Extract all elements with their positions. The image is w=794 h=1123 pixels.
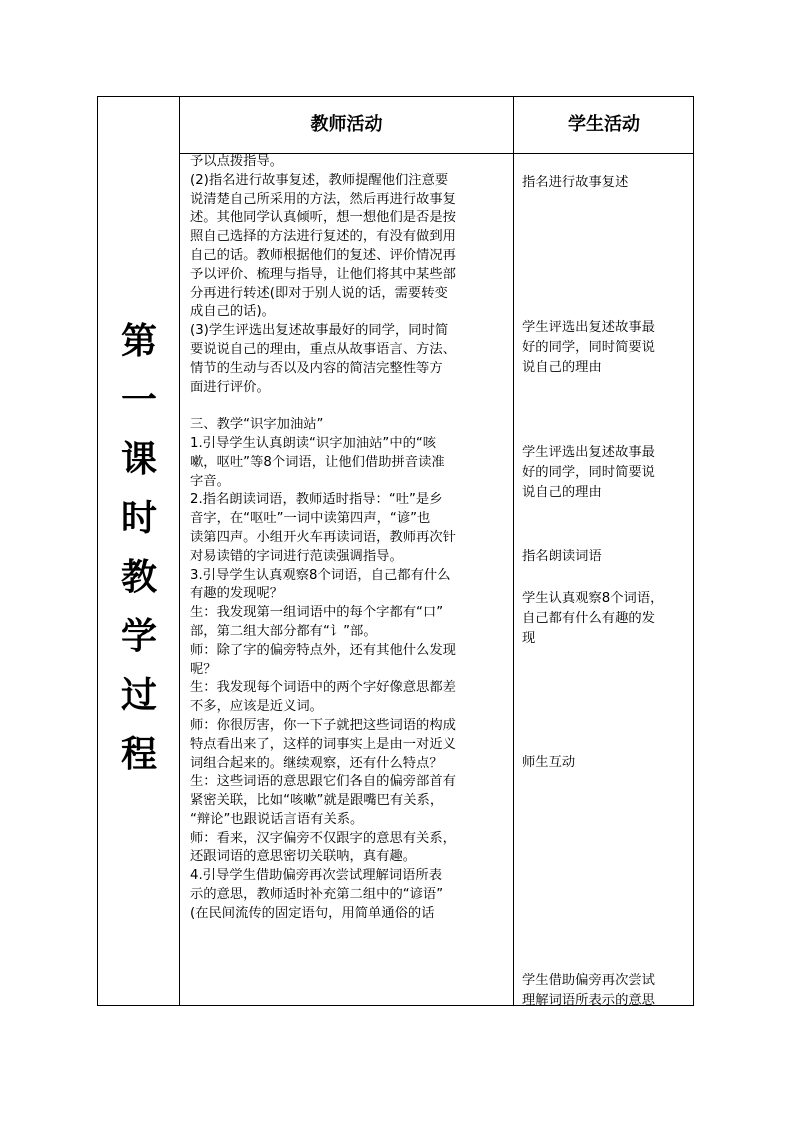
teacher-text-line: 要说说自己的理由，重点从故事语言、方法、 bbox=[190, 341, 456, 357]
student-text-line: 师生互动 bbox=[522, 755, 576, 770]
teacher-text-line: 予以评价、梳理与指导，让他们将其中某些部 bbox=[190, 266, 456, 282]
teacher-text-line: 三、教学“识字加油站” bbox=[190, 417, 324, 433]
teacher-text-line: 对易读错的字词进行范读强调指导。 bbox=[190, 548, 403, 564]
student-activity-block bbox=[522, 589, 663, 649]
teacher-text-line: 予以点拨指导。 bbox=[190, 154, 284, 169]
student-text-line: 说自己的理由 bbox=[522, 360, 602, 375]
teacher-text-line: 嗽，呕吐”等8个词语，让他们借助拼音读准 bbox=[190, 454, 445, 470]
student-activity-block bbox=[522, 753, 575, 773]
teacher-text-line: 分再进行转述(即对于别人说的话，需要转变 bbox=[190, 285, 448, 301]
side-title bbox=[98, 312, 180, 784]
lesson-table bbox=[97, 96, 694, 1006]
teacher-text-line: 成自己的话)。 bbox=[190, 304, 275, 320]
student-activity-block bbox=[522, 971, 655, 1011]
teacher-text-line: 字音。 bbox=[190, 473, 230, 489]
student-activity-block bbox=[522, 547, 602, 567]
student-text-line: 好的同学，同时简要说 bbox=[522, 465, 655, 480]
side-title-char: 一 bbox=[120, 379, 157, 421]
teacher-text-line: 部，第二组大部分都有“讠”部。 bbox=[190, 623, 377, 639]
student-text-line: 好的同学，同时简要说 bbox=[522, 340, 655, 355]
teacher-activity-header: 教师活动 bbox=[310, 114, 383, 135]
teacher-text-line: 有趣的发现呢？ bbox=[190, 586, 284, 602]
teacher-text-line: 音字，在“呕吐”一词中读第四声，“谚”也 bbox=[190, 511, 431, 527]
side-title-char: 时 bbox=[120, 497, 157, 539]
teacher-text-line: 生：我发现第一组词语中的每个字都有“口” bbox=[190, 605, 444, 621]
student-text-line: 理解词语所表示的意思 bbox=[522, 993, 655, 1008]
teacher-text-line bbox=[190, 397, 508, 416]
student-text-line: 学生评选出复述故事最 bbox=[522, 445, 655, 460]
student-text-line: 指名进行故事复述 bbox=[522, 175, 629, 190]
teacher-text-line: 2.指名朗读词语，教师适时指导：“吐”是乡 bbox=[190, 492, 443, 508]
side-title-char: 教 bbox=[120, 556, 157, 598]
teacher-text-line: (3)学生评选出复述故事最好的同学，同时简 bbox=[190, 323, 449, 339]
teacher-text-line: 紧密关联，比如“咳嗽”就是跟嘴巴有关系， bbox=[190, 793, 444, 809]
teacher-text-line: 自己的话。教师根据他们的复述、评价情况再 bbox=[190, 247, 456, 263]
teacher-text-line: 述。其他同学认真倾听，想一想他们是否是按 bbox=[190, 210, 456, 226]
side-title-char: 课 bbox=[120, 438, 157, 480]
teacher-text-line: 读第四声。小组开火车再读词语，教师再次针 bbox=[190, 529, 456, 545]
side-title-char: 过 bbox=[120, 674, 157, 716]
side-title-char: 学 bbox=[120, 615, 157, 657]
teacher-text-line: “辩论”也跟说话言语有关系。 bbox=[190, 811, 364, 827]
column-divider bbox=[513, 97, 514, 1005]
student-text-line: 指名朗读词语 bbox=[522, 549, 602, 564]
teacher-text-line: 特点看出来了，这样的词事实上是由一对近义 bbox=[190, 736, 456, 752]
teacher-text-line: 情节的生动与否以及内容的简洁完整性等方 bbox=[190, 360, 443, 376]
student-text-line: 学生借助偏旁再次尝试 bbox=[522, 973, 655, 988]
teacher-activity-cell bbox=[190, 153, 508, 924]
teacher-text-line: 照自己选择的方法进行复述的，有没有做到用 bbox=[190, 229, 456, 245]
teacher-text-line: 示的意思，教师适时补充第二组中的“谚语” bbox=[190, 887, 444, 903]
teacher-text-line: 不多，应该是近义词。 bbox=[190, 699, 323, 715]
student-text-line: 学生评选出复述故事最 bbox=[522, 320, 655, 335]
side-title-char: 程 bbox=[120, 733, 157, 775]
teacher-text-line: 师：看来，汉字偏旁不仅跟字的意思有关系， bbox=[190, 830, 456, 846]
teacher-text-line: 生：我发现每个词语中的两个字好像意思都差 bbox=[190, 680, 456, 696]
teacher-text-line: 3.引导学生认真观察8个词语，自己都有什么 bbox=[190, 567, 451, 583]
teacher-text-line: (在民间流传的固定语句，用简单通俗的话 bbox=[190, 905, 435, 921]
student-text-line: 学生认真观察8个词语， bbox=[522, 591, 664, 606]
side-title-column bbox=[98, 97, 180, 1005]
teacher-text-line: 4.引导学生借助偏旁再次尝试理解词语所表 bbox=[190, 868, 443, 884]
teacher-text-line: 说清楚自己所采用的方法，然后再进行故事复 bbox=[190, 191, 456, 207]
teacher-text-line: 1.引导学生认真朗读“识字加油站”中的“咳 bbox=[190, 435, 437, 451]
student-activity-block bbox=[522, 443, 655, 503]
student-text-line: 自己都有什么有趣的发 bbox=[522, 611, 655, 626]
teacher-text-line: 面进行评价。 bbox=[190, 379, 270, 395]
student-activity-block bbox=[522, 318, 655, 378]
student-text-line: 说自己的理由 bbox=[522, 485, 602, 500]
teacher-text-line: 师：你很厉害，你一下子就把这些词语的构成 bbox=[190, 717, 456, 733]
teacher-text-line: 呢？ bbox=[190, 661, 217, 677]
student-activity-header: 学生活动 bbox=[568, 114, 640, 135]
teacher-text-line: 词组合起来的。继续观察，还有什么特点？ bbox=[190, 755, 443, 771]
teacher-text-line: 还跟词语的意思密切关联呐，真有趣。 bbox=[190, 849, 417, 865]
side-title-char: 第 bbox=[120, 320, 157, 362]
teacher-text-line: 生：这些词语的意思跟它们各自的偏旁部首有 bbox=[190, 774, 456, 790]
student-text-line: 现 bbox=[522, 631, 536, 646]
student-activity-block bbox=[522, 173, 628, 193]
teacher-text-line: (2)指名进行故事复述，教师提醒他们注意要 bbox=[190, 172, 449, 188]
teacher-text-line: 师：除了字的偏旁特点外，还有其他什么发现 bbox=[190, 642, 456, 658]
